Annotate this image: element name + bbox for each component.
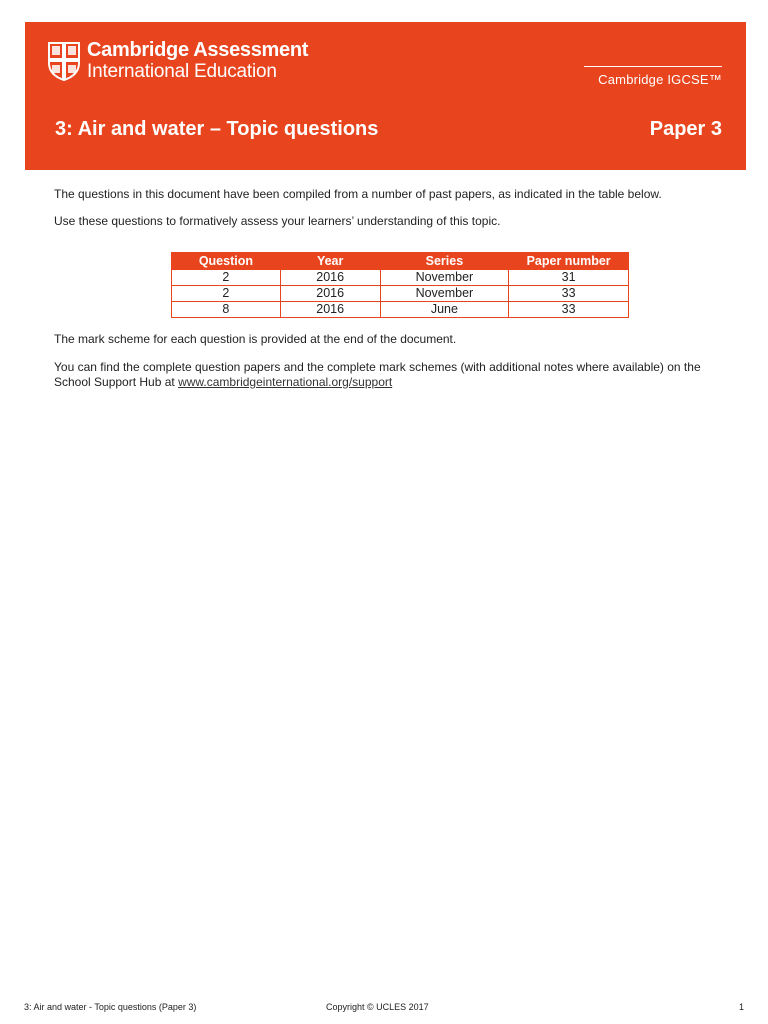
cell-paper-number: 33 [509,302,629,318]
footer-document-title: 3: Air and water - Topic questions (Paper 3) [24,1002,197,1012]
cell-series: November [380,286,509,302]
column-header-paper-number: Paper number [509,253,629,270]
mark-scheme-paragraph: The mark scheme for each question is provided at the end of the document. [54,332,457,346]
cell-question: 2 [172,270,281,286]
cell-year: 2016 [280,286,380,302]
table-row [172,302,629,318]
cell-question: 2 [172,286,281,302]
column-header-series: Series [380,253,509,270]
page-title: 3: Air and water – Topic questions [55,118,379,140]
cell-paper-number: 31 [509,270,629,286]
cell-paper-number: 33 [509,286,629,302]
intro-paragraph-1: The questions in this document have been compiled from a number of past papers, as indicated in the table below. [54,187,662,201]
cell-series: June [380,302,509,318]
cambridge-crest-icon [47,41,81,81]
cell-question: 8 [172,302,281,318]
table-row [172,270,629,286]
support-hub-paragraph [54,360,734,390]
header-banner [25,22,746,170]
questions-table [171,252,629,318]
intro-paragraph-2: Use these questions to formatively assess your learners’ understanding of this topic. [54,214,501,228]
qualification-divider [584,66,722,67]
cambridge-logo [47,40,308,81]
logo-line-1: Cambridge Assessment [87,39,309,61]
cell-year: 2016 [280,270,380,286]
qualification-label: Cambridge IGCSE™ [598,72,722,87]
column-header-question: Question [172,253,281,270]
footer-page-number: 1 [738,1002,744,1012]
column-header-year: Year [280,253,380,270]
support-hub-text: You can find the complete question papers and the complete mark schemes (with additional notes where available) on the School Support Hub at [54,360,701,389]
table-row [172,286,629,302]
support-hub-link[interactable]: www.cambridgeinternational.org/support [178,375,393,389]
paper-title: Paper 3 [649,118,722,140]
cell-series: November [380,270,509,286]
footer-copyright: Copyright © UCLES 2017 [326,1002,429,1012]
logo-line-2: International Education [87,61,277,82]
table-header-row [172,253,629,270]
cell-year: 2016 [280,302,380,318]
